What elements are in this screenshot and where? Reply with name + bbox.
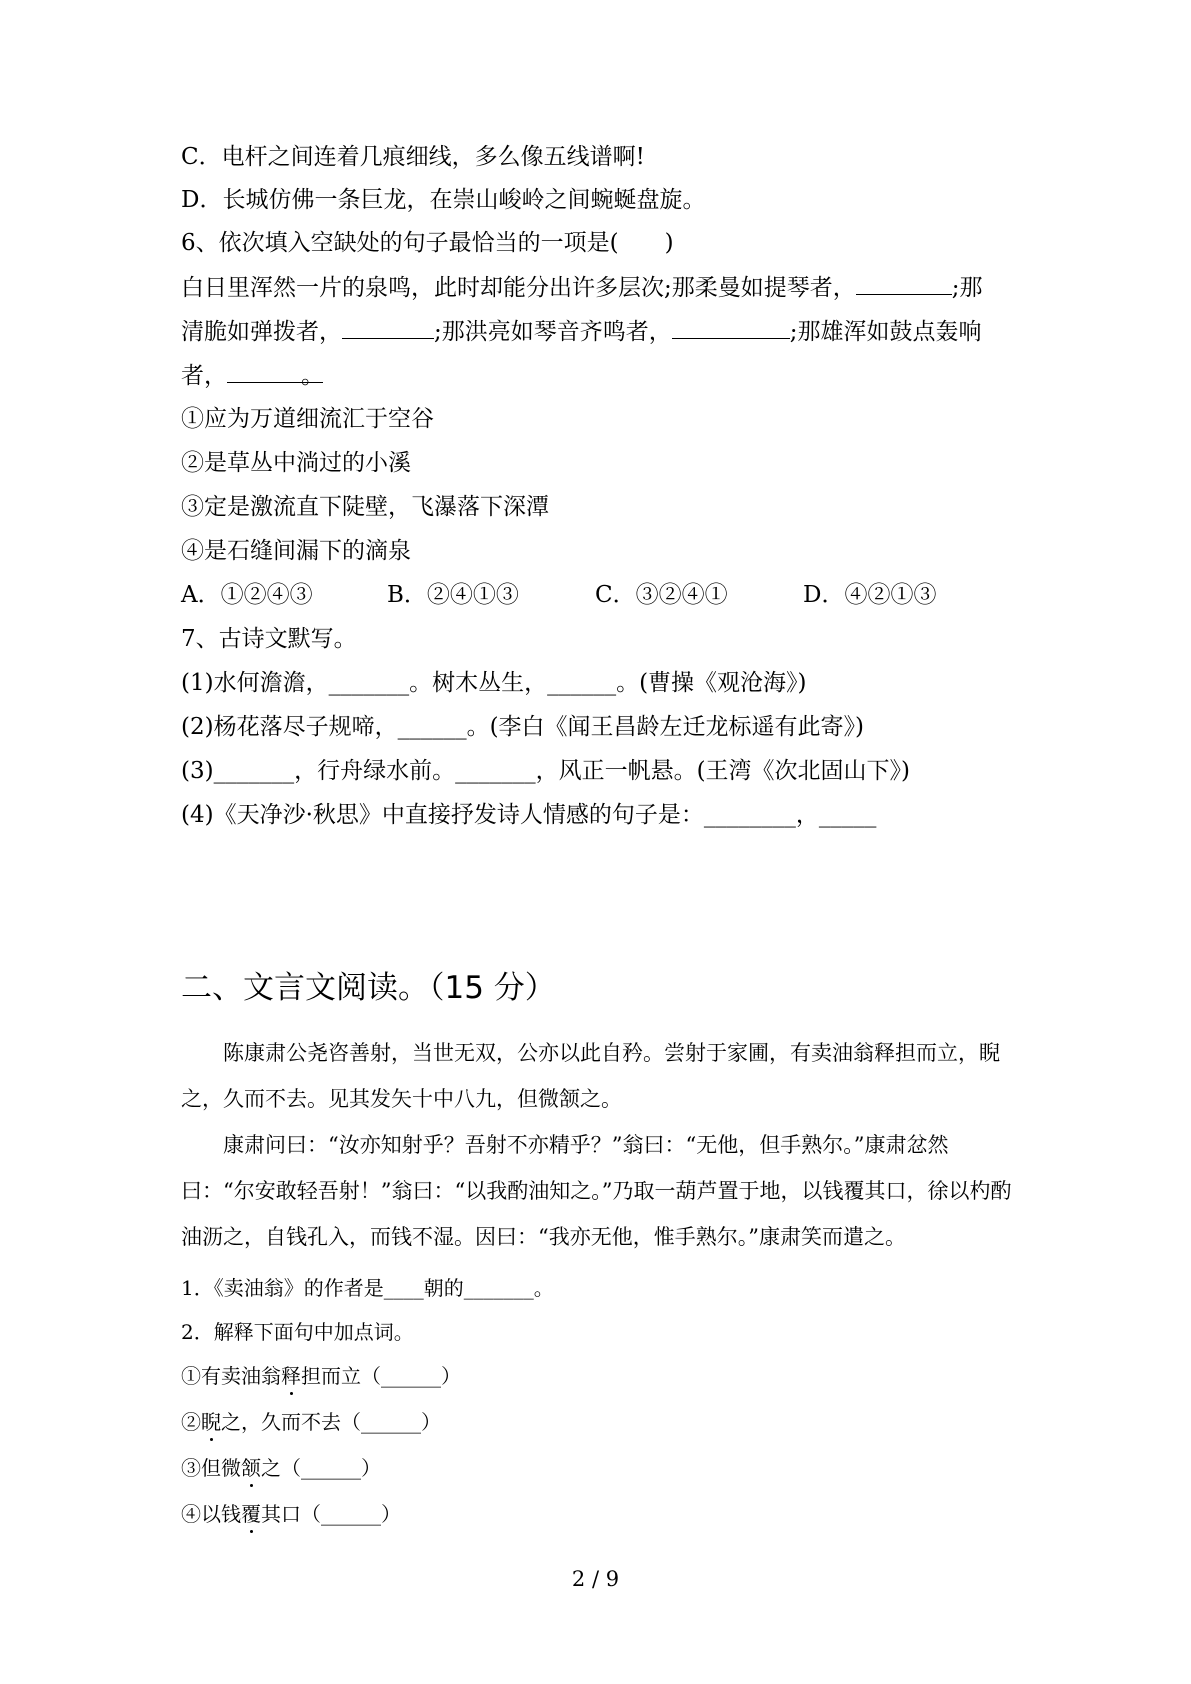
question-6-item-4: ④是石缝间漏下的滴泉 xyxy=(181,538,411,564)
sub-item-4: ④以钱覆其口（______） xyxy=(181,1502,401,1526)
sub-item-1: ①有卖油翁释担而立（______） xyxy=(181,1364,461,1388)
choice-d[interactable]: D．④②①③ xyxy=(803,582,937,608)
sub-question-2: 2．解释下面句中加点词。 xyxy=(181,1320,414,1344)
blank-3[interactable] xyxy=(672,316,790,339)
question-6-item-1: ①应为万道细流汇于空谷 xyxy=(181,406,434,432)
question-6-item-3: ③定是激流直下陡壁，飞瀑落下深潭 xyxy=(181,494,549,520)
question-7-prompt: 7、古诗文默写。 xyxy=(181,626,357,652)
option-c: C．电杆之间连着几痕细线，多么像五线谱啊! xyxy=(181,144,645,170)
sub-item-2: ②睨之，久而不去（______） xyxy=(181,1410,441,1434)
question-6-item-2: ②是草丛中淌过的小溪 xyxy=(181,450,411,476)
passage-paragraph-1: 陈康肃公尧咨善射，当世无双，公亦以此自矜。尝射于家圃，有卖油翁释担而立，睨之，久而不去。见其发矢十中八九，但微颔之。 xyxy=(181,1041,1000,1111)
dotted-word: 睨 xyxy=(201,1410,221,1434)
question-6-line1: 白日里浑然一片的泉鸣，此时却能分出许多层次;那柔曼如提琴者， ;那 xyxy=(181,272,983,303)
page-number: 2 / 9 xyxy=(571,1567,620,1591)
question-6-line3: 者， 。 xyxy=(181,360,324,391)
section-heading: 二、文言文阅读。（15 分） xyxy=(181,970,556,1006)
passage-paragraph-2: 康肃问曰：“汝亦知射乎？吾射不亦精乎？”翁曰：“无他，但手熟尔。”康肃忿然曰：“尔安敢轻吾射！”翁曰：“以我酌油知之。”乃取一葫芦置于地，以钱覆其口，徐以杓酌油沥之，自钱孔入，而钱不湿。因曰：“我亦无他，惟手熟尔。”康肃笑而遣之。 xyxy=(181,1133,1012,1249)
sub-question-1: 1．《卖油翁》的作者是____朝的_______。 xyxy=(181,1276,554,1300)
question-7-line-1: (1)水何澹澹，_______。树木丛生，______。(曹操《观沧海》) xyxy=(181,670,807,696)
dotted-word: 释 xyxy=(281,1364,301,1388)
choice-a[interactable]: A．①②④③ xyxy=(181,582,313,608)
choice-b[interactable]: B．②④①③ xyxy=(387,582,519,608)
sub-item-3: ③但微颔之（______） xyxy=(181,1456,381,1480)
choice-c[interactable]: C．③②④① xyxy=(595,582,728,608)
blank-2[interactable] xyxy=(342,316,434,339)
question-6-prompt: 6、依次填入空缺处的句子最恰当的一项是( ) xyxy=(181,230,674,256)
question-7-line-4: (4)《天净沙·秋思》中直接抒发诗人情感的句子是：________，_____ xyxy=(181,802,877,828)
question-7-line-3: (3)_______，行舟绿水前。_______，风正一帆悬。(王湾《次北固山下》) xyxy=(181,758,911,784)
option-d: D．长城仿佛一条巨龙，在崇山峻岭之间蜿蜒盘旋。 xyxy=(181,187,706,213)
question-6-choices xyxy=(181,580,936,610)
blank-1[interactable] xyxy=(856,272,952,295)
dotted-word: 颔 xyxy=(241,1456,261,1480)
dotted-word: 覆 xyxy=(241,1502,261,1526)
question-6-line2: 清脆如弹拨者， ;那洪亮如琴音齐鸣者， ;那雄浑如鼓点轰响 xyxy=(181,316,982,347)
question-7-line-2: (2)杨花落尽子规啼，______。(李白《闻王昌龄左迁龙标遥有此寄》) xyxy=(181,714,865,740)
